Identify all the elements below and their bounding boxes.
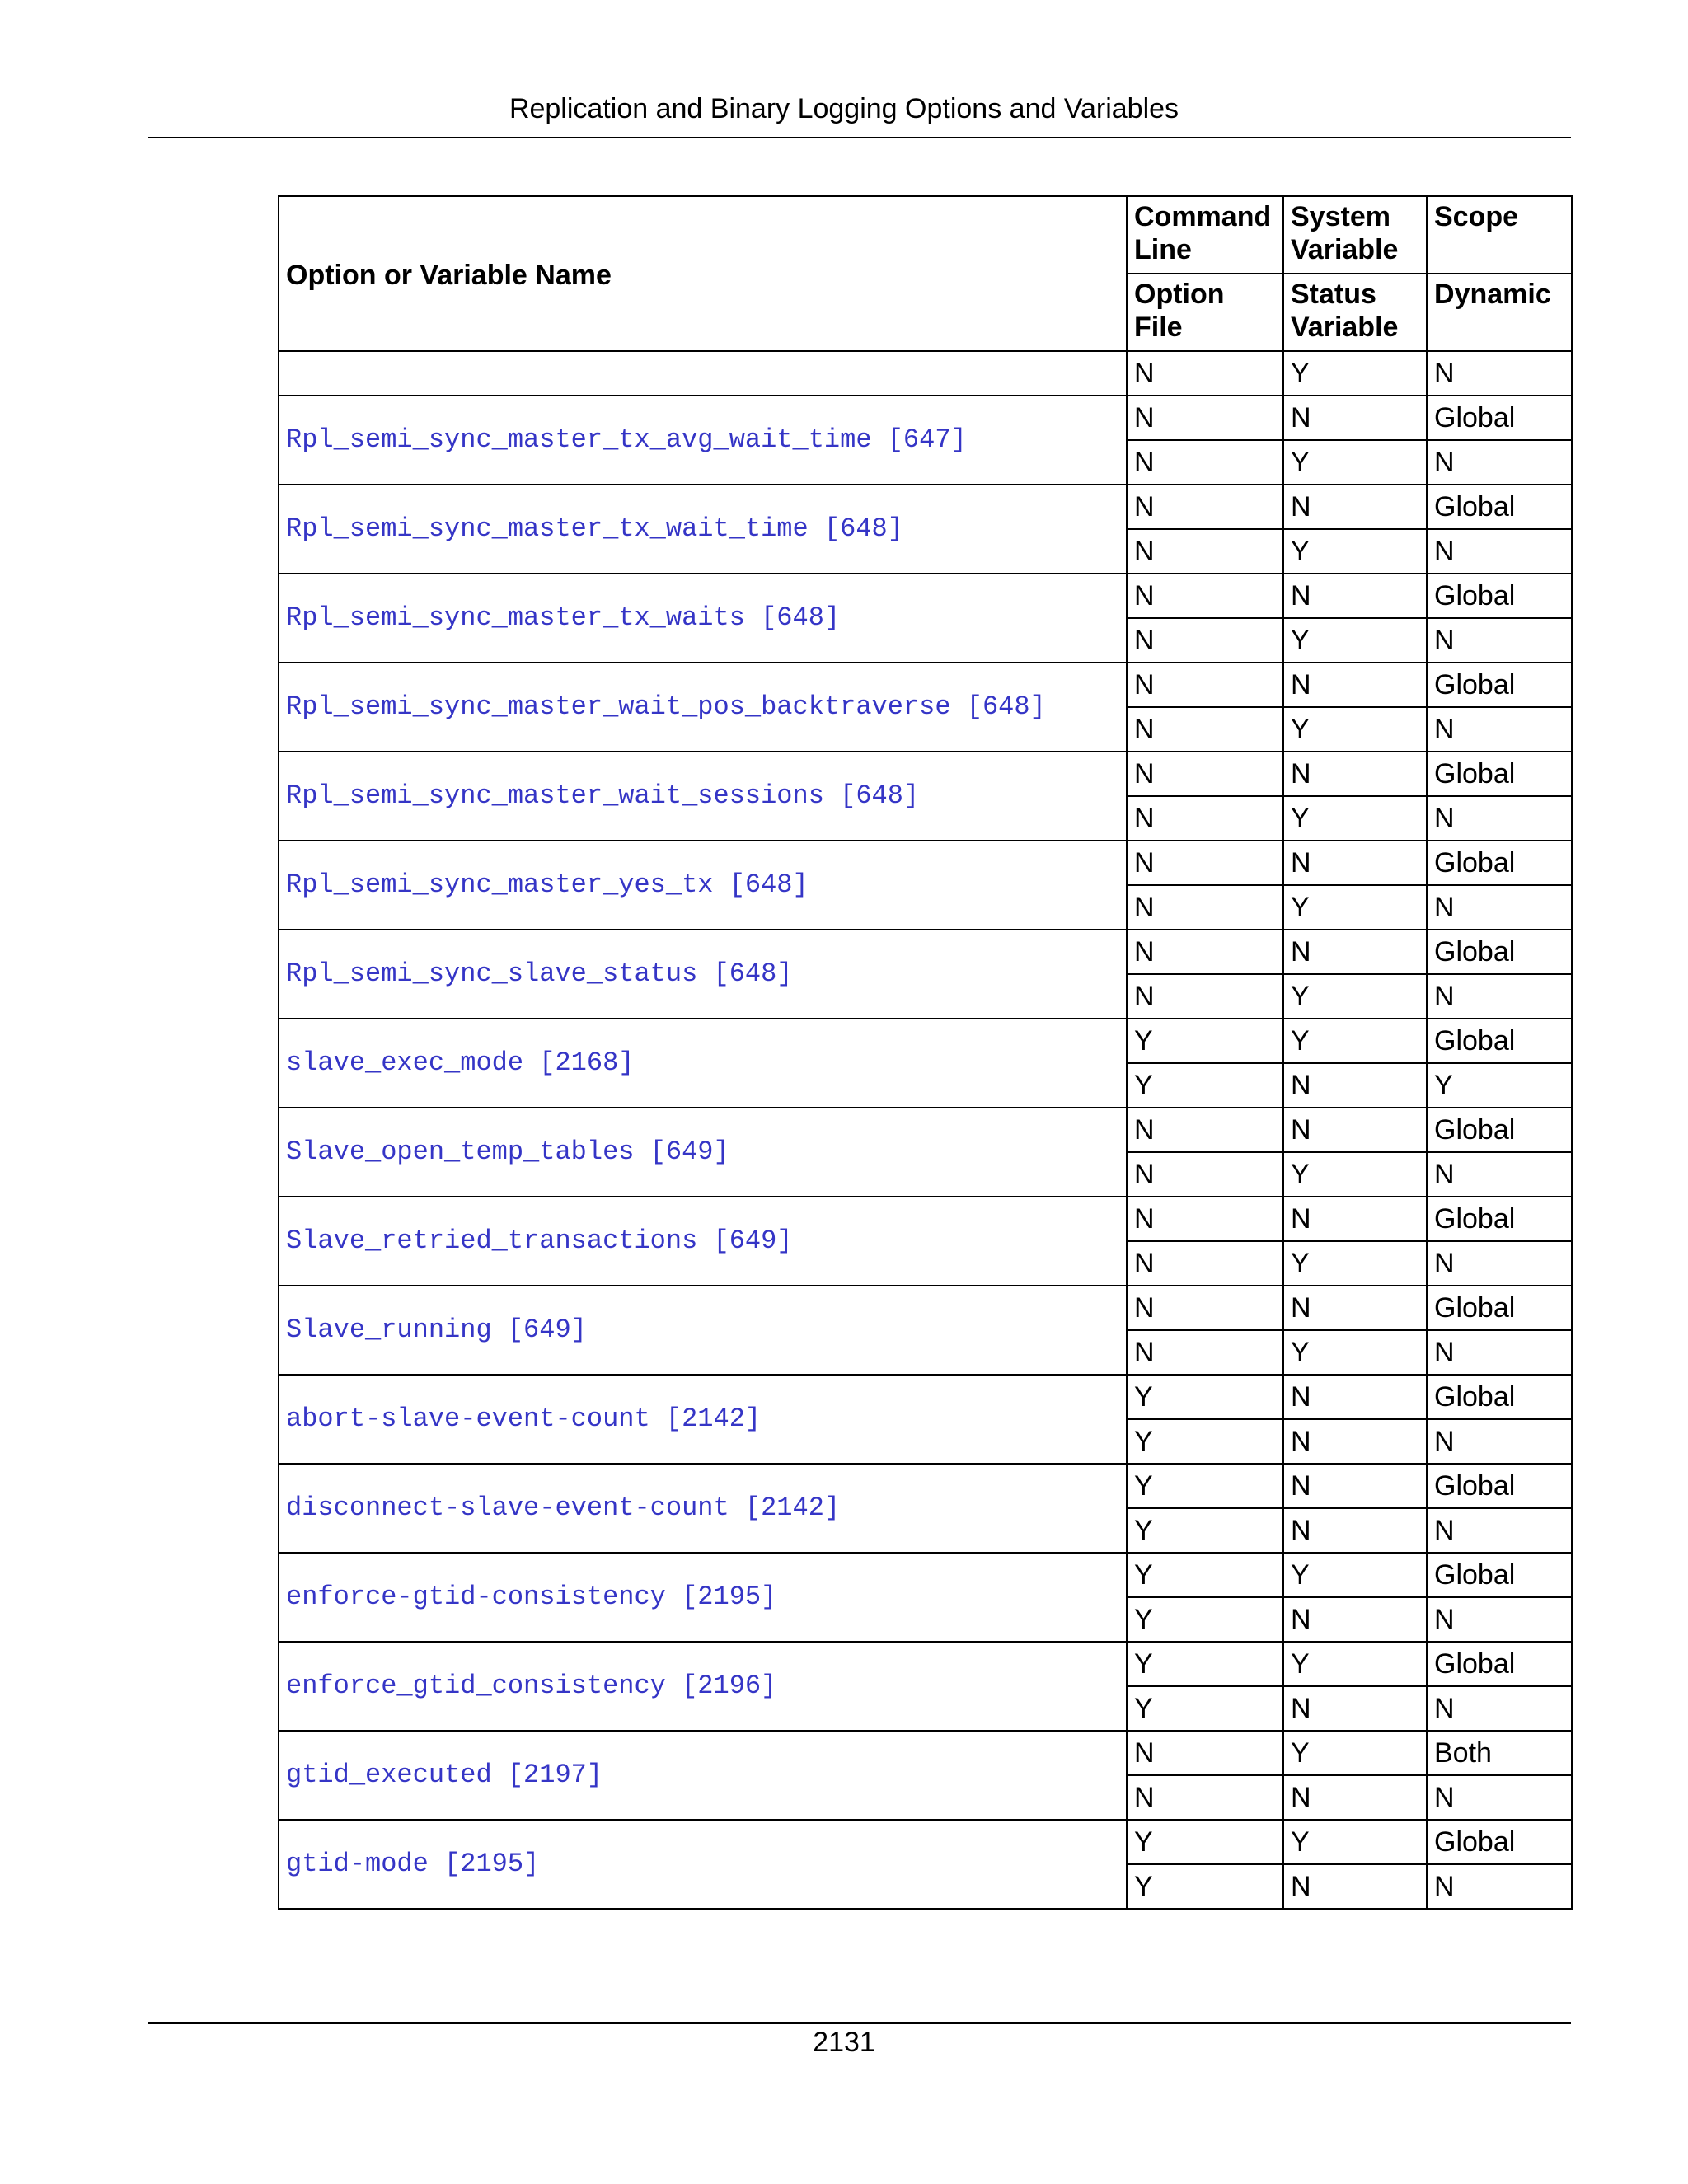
cell-scope: Global (1427, 396, 1572, 440)
option-name-link[interactable]: enforce_gtid_consistency [2196] (279, 1642, 1127, 1731)
option-name-link[interactable]: slave_exec_mode [2168] (279, 1019, 1127, 1108)
continuation-name-cell (279, 351, 1127, 396)
cell-system-variable: Y (1283, 1731, 1427, 1775)
cell-option-file: N (1127, 1152, 1283, 1197)
cell-command-line: Y (1127, 1553, 1283, 1597)
cell-command-line: N (1127, 930, 1283, 974)
cell-dynamic: N (1427, 1330, 1572, 1375)
cell-status-variable: Y (1283, 440, 1427, 485)
cell-system-variable: N (1283, 1286, 1427, 1330)
table-row (279, 1375, 1572, 1419)
cell-status-variable: Y (1283, 529, 1427, 574)
header-row (279, 196, 1572, 274)
cell-system-variable: N (1283, 752, 1427, 796)
cell-status-variable: Y (1283, 707, 1427, 752)
table-row (279, 841, 1572, 885)
cell-scope: Global (1427, 485, 1572, 529)
option-name-link[interactable]: Rpl_semi_sync_master_wait_pos_backtraverse [648] (279, 663, 1127, 752)
cell-dynamic: N (1427, 707, 1572, 752)
cell-option-file: N (1127, 618, 1283, 663)
cell-option-file: N (1127, 885, 1283, 930)
cell-scope: Both (1427, 1731, 1572, 1775)
table-row (279, 752, 1572, 796)
option-name-link[interactable]: disconnect-slave-event-count [2142] (279, 1464, 1127, 1553)
cell-system-variable: N (1283, 663, 1427, 707)
option-name-link[interactable]: Rpl_semi_sync_master_tx_waits [648] (279, 574, 1127, 663)
running-header: Replication and Binary Logging Options and Variables (509, 93, 1179, 124)
table-row (279, 1553, 1572, 1597)
cell-status-variable: N (1283, 1864, 1427, 1909)
cell-dynamic: N (1427, 1152, 1572, 1197)
continuation-row (279, 351, 1572, 396)
cell-scope: Global (1427, 930, 1572, 974)
cell-command-line: N (1127, 663, 1283, 707)
cell-command-line: N (1127, 485, 1283, 529)
cell-scope: Global (1427, 1642, 1572, 1686)
cell-command-line: Y (1127, 1642, 1283, 1686)
option-name-link[interactable]: gtid_executed [2197] (279, 1731, 1127, 1820)
cell-scope: Global (1427, 1019, 1572, 1063)
cell-command-line: N (1127, 1731, 1283, 1775)
option-name-link[interactable]: Rpl_semi_sync_master_tx_avg_wait_time [647] (279, 396, 1127, 485)
cell-system-variable: N (1283, 485, 1427, 529)
cell-system-variable: N (1283, 841, 1427, 885)
cell-dynamic: N (1427, 1241, 1572, 1286)
cell-scope: Global (1427, 663, 1572, 707)
cell-scope: Global (1427, 1553, 1572, 1597)
cell-status-variable: N (1283, 1063, 1427, 1108)
cell-scope: Global (1427, 1375, 1572, 1419)
cell-status-variable: N (1283, 1508, 1427, 1553)
header-rule (148, 137, 1571, 138)
cell-status-variable: Y (1283, 618, 1427, 663)
table-row (279, 574, 1572, 618)
cell-command-line: N (1127, 1197, 1283, 1241)
cell-scope: Global (1427, 1197, 1572, 1241)
cell-system-variable: N (1283, 1464, 1427, 1508)
column-header-scope: Scope (1427, 196, 1572, 274)
table-row (279, 1464, 1572, 1508)
cell-dynamic: N (1427, 1864, 1572, 1909)
option-name-link[interactable]: Rpl_semi_sync_master_tx_wait_time [648] (279, 485, 1127, 574)
cell-status-variable: Y (1283, 885, 1427, 930)
cell-scope: Global (1427, 1286, 1572, 1330)
cell-option-file: N (1127, 707, 1283, 752)
column-header-option-file: Option File (1127, 274, 1283, 351)
cell-option-file: Y (1127, 1686, 1283, 1731)
cell-scope: Global (1427, 1108, 1572, 1152)
cell-option-file: N (1127, 529, 1283, 574)
cell-status-variable: Y (1283, 1241, 1427, 1286)
table-row (279, 1820, 1572, 1864)
cell-status-variable: N (1283, 1597, 1427, 1642)
cell-dynamic: N (1427, 1419, 1572, 1464)
cell-command-line: Y (1127, 1375, 1283, 1419)
cell-status-variable: N (1283, 1775, 1427, 1820)
cell-system-variable: N (1283, 574, 1427, 618)
cell-system-variable: Y (1283, 1642, 1427, 1686)
cell-option-file: N (1127, 1241, 1283, 1286)
cell-status-variable: N (1283, 1419, 1427, 1464)
cell-dynamic: N (1427, 974, 1572, 1019)
cell-status-variable: N (1283, 1686, 1427, 1731)
column-header-system-variable: System Variable (1283, 196, 1427, 274)
cell-dynamic: N (1427, 1686, 1572, 1731)
cell-dynamic: N (1427, 1775, 1572, 1820)
footer-rule (148, 2022, 1571, 2024)
cell-system-variable: Y (1283, 1553, 1427, 1597)
cell-command-line: Y (1127, 1464, 1283, 1508)
cell-status-variable: Y (1283, 1330, 1427, 1375)
cell-option-file: N (1127, 974, 1283, 1019)
cell-scope: Global (1427, 841, 1572, 885)
cell-command-line: Y (1127, 1019, 1283, 1063)
cell-option-file: Y (1127, 1063, 1283, 1108)
cell-system-variable: N (1283, 1375, 1427, 1419)
table-row (279, 1019, 1572, 1063)
option-name-link[interactable]: Rpl_semi_sync_master_yes_tx [648] (279, 841, 1127, 930)
cell-system-variable: N (1283, 396, 1427, 440)
option-name-link[interactable]: Rpl_semi_sync_master_wait_sessions [648] (279, 752, 1127, 841)
cell-dynamic: N (1427, 1508, 1572, 1553)
cell-option-file: Y (1127, 1419, 1283, 1464)
cell-system-variable: Y (1283, 1019, 1427, 1063)
column-header-name: Option or Variable Name (279, 196, 1127, 351)
cell-scope: N (1427, 351, 1572, 396)
cell-dynamic: N (1427, 885, 1572, 930)
table-row (279, 1286, 1572, 1330)
table-row (279, 1197, 1572, 1241)
cell-dynamic: N (1427, 529, 1572, 574)
table-row (279, 485, 1572, 529)
cell-status-variable: Y (1283, 974, 1427, 1019)
cell-status-variable: Y (1283, 1152, 1427, 1197)
option-name-link[interactable]: Slave_running [649] (279, 1286, 1127, 1375)
table-row (279, 1108, 1572, 1152)
cell-system-variable: N (1283, 1108, 1427, 1152)
cell-command-line: N (1127, 841, 1283, 885)
cell-system-variable: Y (1283, 351, 1427, 396)
cell-scope: Global (1427, 1464, 1572, 1508)
cell-dynamic: N (1427, 440, 1572, 485)
cell-system-variable: N (1283, 930, 1427, 974)
cell-option-file: N (1127, 440, 1283, 485)
cell-scope: Global (1427, 574, 1572, 618)
option-name-link[interactable]: Slave_open_temp_tables [649] (279, 1108, 1127, 1197)
cell-dynamic: N (1427, 618, 1572, 663)
option-name-link[interactable]: enforce-gtid-consistency [2195] (279, 1553, 1127, 1642)
cell-command-line: N (1127, 396, 1283, 440)
option-name-link[interactable]: gtid-mode [2195] (279, 1820, 1127, 1909)
column-header-status-variable: Status Variable (1283, 274, 1427, 351)
cell-system-variable: N (1283, 1197, 1427, 1241)
cell-option-file: Y (1127, 1508, 1283, 1553)
column-header-command-line: Command Line (1127, 196, 1283, 274)
cell-command-line: N (1127, 574, 1283, 618)
cell-system-variable: Y (1283, 1820, 1427, 1864)
table-row (279, 1731, 1572, 1775)
cell-status-variable: Y (1283, 796, 1427, 841)
cell-option-file: Y (1127, 1864, 1283, 1909)
table-row (279, 930, 1572, 974)
option-name-link[interactable]: Rpl_semi_sync_slave_status [648] (279, 930, 1127, 1019)
cell-command-line: Y (1127, 1820, 1283, 1864)
options-table (278, 195, 1573, 1910)
table-row (279, 396, 1572, 440)
page-number: 2131 (813, 2027, 875, 2058)
cell-dynamic: Y (1427, 1063, 1572, 1108)
cell-option-file: Y (1127, 1597, 1283, 1642)
cell-command-line: N (1127, 1108, 1283, 1152)
cell-scope: Global (1427, 1820, 1572, 1864)
cell-command-line: N (1127, 752, 1283, 796)
table-row (279, 663, 1572, 707)
table-row (279, 1642, 1572, 1686)
option-name-link[interactable]: Slave_retried_transactions [649] (279, 1197, 1127, 1286)
column-header-dynamic: Dynamic (1427, 274, 1572, 351)
cell-dynamic: N (1427, 796, 1572, 841)
cell-command-line: N (1127, 351, 1283, 396)
cell-option-file: N (1127, 1775, 1283, 1820)
cell-command-line: N (1127, 1286, 1283, 1330)
cell-dynamic: N (1427, 1597, 1572, 1642)
cell-option-file: N (1127, 1330, 1283, 1375)
cell-option-file: N (1127, 796, 1283, 841)
option-name-link[interactable]: abort-slave-event-count [2142] (279, 1375, 1127, 1464)
cell-scope: Global (1427, 752, 1572, 796)
